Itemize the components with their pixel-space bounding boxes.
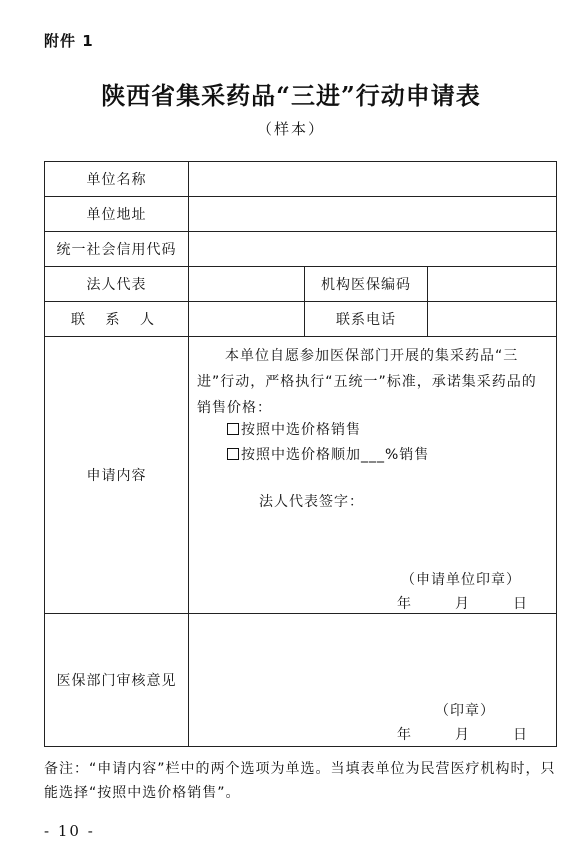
page-title: 陕西省集采药品“三进”行动申请表 bbox=[101, 81, 481, 110]
review-seal-label: （印章） bbox=[435, 703, 495, 719]
applicant-seal-label: （申请单位印章） bbox=[401, 572, 521, 588]
attachment-label: 附件 1 bbox=[44, 32, 94, 50]
apply-date bbox=[397, 593, 527, 613]
option-markup-price-label: 按照中选价格顺加___%销售 bbox=[241, 447, 430, 463]
commitment-paragraph: 本单位自愿参加医保部门开展的集采药品“三进”行动，严格执行“五统一”标准，承诺集采药品的销售价格： bbox=[197, 348, 537, 416]
remarks-note: 备注：“申请内容”栏中的两个选项为单选。当填表单位为民营医疗机构时，只能选择“按照中选价格销售”。 bbox=[44, 761, 556, 801]
date-day: 日 bbox=[513, 596, 527, 612]
date-day: 日 bbox=[513, 727, 527, 743]
checkbox-icon[interactable] bbox=[227, 448, 239, 460]
label-unit-address: 单位地址 bbox=[45, 197, 189, 232]
page-number: - 10 - bbox=[44, 822, 95, 840]
label-review-opinion: 医保部门审核意见 bbox=[45, 614, 189, 747]
label-org-code: 机构医保编码 bbox=[305, 267, 428, 302]
legal-rep-signature-label: 法人代表签字： bbox=[259, 494, 364, 510]
field-apply-content bbox=[189, 337, 557, 614]
label-credit-code: 统一社会信用代码 bbox=[45, 232, 189, 267]
label-contact: 联 系 人 bbox=[45, 302, 189, 337]
label-phone: 联系电话 bbox=[305, 302, 428, 337]
option-winning-price-label: 按照中选价格销售 bbox=[241, 422, 361, 438]
checkbox-icon[interactable] bbox=[227, 423, 239, 435]
review-date bbox=[397, 724, 527, 744]
field-phone[interactable] bbox=[428, 302, 557, 337]
row-contact bbox=[45, 302, 557, 337]
label-apply-content: 申请内容 bbox=[45, 337, 189, 614]
option-winning-price[interactable] bbox=[227, 419, 361, 439]
date-year: 年 bbox=[397, 596, 411, 612]
label-legal-rep: 法人代表 bbox=[45, 267, 189, 302]
field-contact[interactable] bbox=[189, 302, 305, 337]
date-month: 月 bbox=[455, 596, 469, 612]
field-legal-rep[interactable] bbox=[189, 267, 305, 302]
page-subtitle: （样本） bbox=[256, 120, 325, 138]
row-unit-address bbox=[45, 197, 557, 232]
application-form-table bbox=[44, 161, 557, 747]
field-unit-address[interactable] bbox=[189, 197, 557, 232]
date-month: 月 bbox=[455, 727, 469, 743]
row-unit-name bbox=[45, 162, 557, 197]
field-review-opinion[interactable] bbox=[189, 614, 557, 747]
field-org-code[interactable] bbox=[428, 267, 557, 302]
label-unit-name: 单位名称 bbox=[45, 162, 189, 197]
field-credit-code[interactable] bbox=[189, 232, 557, 267]
row-apply-content bbox=[45, 337, 557, 614]
row-legal-rep bbox=[45, 267, 557, 302]
option-markup-price[interactable] bbox=[227, 444, 429, 464]
date-year: 年 bbox=[397, 727, 411, 743]
row-credit-code bbox=[45, 232, 557, 267]
field-unit-name[interactable] bbox=[189, 162, 557, 197]
row-review-opinion bbox=[45, 614, 557, 747]
